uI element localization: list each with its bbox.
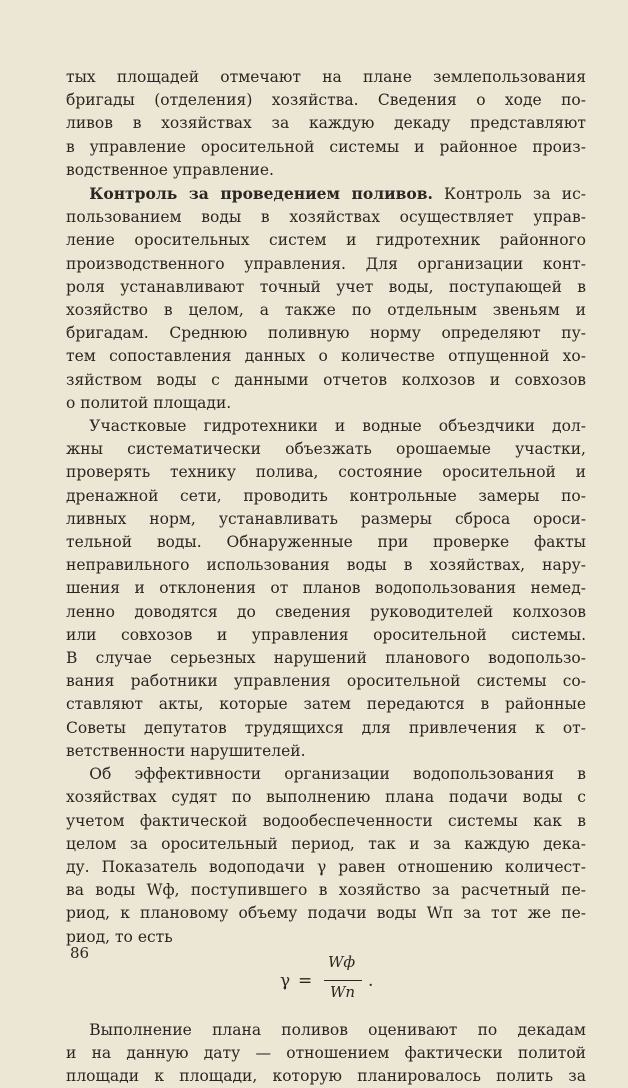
text-line: зяйством воды с данными отчетов колхозов и совхозов (66, 370, 586, 389)
text-line-with-heading (66, 182, 586, 206)
text-line: риод, к плановому объему подачи воды Wп за тот же пе- (66, 904, 586, 923)
text-line: площади к площади, которую планировалось полить за (66, 1067, 586, 1086)
text-line: жны систематически объезжать орошаемые участки, (66, 440, 586, 459)
text-line (66, 415, 586, 438)
text-line: тем сопоставления данных о количестве отпущенной хо- (66, 347, 586, 366)
text-line: ва воды Wф, поступившего в хозяйство за расчетный пе- (66, 881, 586, 900)
text-line: или совхозов и управления оросительной системы. (66, 625, 586, 644)
fraction-bar (324, 980, 362, 981)
text-fragment: Об эффективности организации водопользования в (89, 765, 586, 784)
text-line: тых площадей отмечают на плане землепользования (66, 68, 586, 86)
page-number: 86 (70, 944, 90, 962)
text-line: в управление оросительной системы и районное произ- (66, 137, 586, 156)
section-heading: Контроль за проведением поливов. (89, 184, 433, 204)
text-line (66, 763, 586, 786)
formula-equals: = (298, 970, 313, 991)
paragraph-4 (66, 763, 586, 949)
formula-lhs: γ (280, 970, 291, 991)
page-text (66, 66, 586, 1088)
text-line: ленно доводятся до сведения руководителей колхозов (66, 602, 586, 621)
paragraph-3 (66, 415, 586, 763)
formula-numerator: Wф (328, 952, 356, 971)
text-line: о политой площади. (66, 393, 232, 412)
paragraph-2 (66, 182, 586, 415)
formula-denominator: Wп (330, 982, 356, 1001)
text-line: ставляют акты, которые затем передаются в районные (66, 695, 586, 714)
text-line: ветственности нарушителей. (66, 741, 306, 760)
text-line: Советы депутатов трудящихся для привлечения к от- (66, 718, 586, 737)
text-line: хозяйство в целом, а также по отдельным звеньям и (66, 301, 586, 320)
text-line: тельной воды. Обнаруженные при проверке факты (66, 533, 586, 552)
paragraph-1 (66, 66, 586, 182)
text-line: роля устанавливают точный учет воды, поступающей в (66, 277, 586, 296)
text-line (66, 1019, 586, 1042)
formula-end: . (368, 970, 374, 991)
text-line: ление оросительных систем и гидротехник районного (66, 231, 586, 250)
text-line: неправильного использования воды в хозяйствах, нару- (66, 556, 586, 575)
text-line: пользованием воды в хозяйствах осуществляет управ- (66, 208, 586, 227)
text-line: хозяйствах судят по выполнению плана подачи воды с (66, 788, 586, 807)
text-line: водственное управление. (66, 160, 274, 179)
text-line: учетом фактической водообеспеченности системы как в (66, 811, 586, 830)
paragraph-5 (66, 1019, 586, 1088)
text-line: бригады (отделения) хозяйства. Сведения о ходе по- (66, 91, 586, 110)
text-line: вания работники управления оросительной системы со- (66, 672, 586, 691)
text-line: и на данную дату — отношением фактически политой (66, 1043, 586, 1062)
text-line: целом за оросительный период, так и за каждую дека- (66, 834, 586, 853)
text-line: В случае серьезных нарушений планового водопользо- (66, 649, 586, 668)
text-line: ливных норм, устанавливать размеры сброса ороси- (66, 509, 586, 528)
text-fragment: Контроль за ис- (432, 185, 586, 204)
text-line: проверять технику полива, состояние оросительной и (66, 463, 586, 482)
text-line: бригадам. Среднюю поливную норму определяют пу- (66, 324, 586, 343)
text-line: шения и отклонения от планов водопользования немед- (66, 579, 586, 598)
text-fragment: Участковые гидротехники и водные объездчики дол- (89, 417, 586, 436)
text-line: ливов в хозяйствах за каждую декаду представляют (66, 114, 586, 133)
text-line: риод, то есть (66, 927, 173, 946)
text-line: дренажной сети, проводить контрольные замеры по- (66, 486, 586, 505)
text-fragment: Выполнение плана поливов оценивают по декадам (89, 1020, 586, 1039)
formula-water-supply-ratio (66, 953, 586, 1009)
text-line: ду. Показатель водоподачи γ равен отношению количест- (66, 857, 586, 876)
text-line: производственного управления. Для организации конт- (66, 254, 586, 273)
